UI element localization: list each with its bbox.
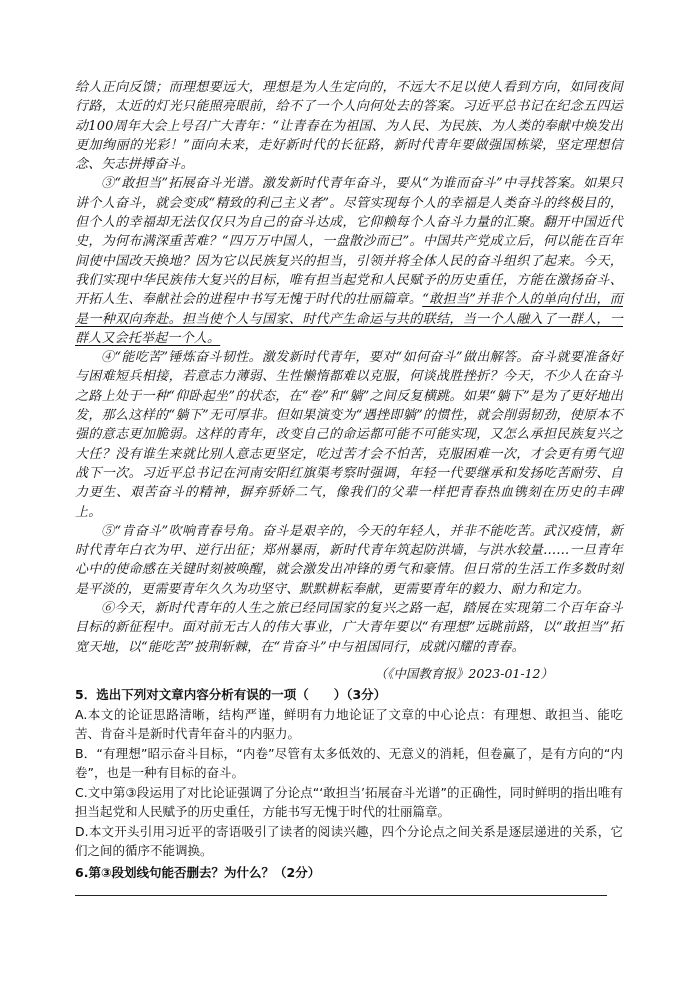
paragraph-3-text: ③“敢担当”拓展奋斗光谱。激发新时代青年奋斗，要从“为谁而奋斗”中寻找答案。如果只讲个人奋斗，就会变成“精致的利己主义者”。尽管实现每个人的幸福是人类奋斗的终极目的，但个人的幸福却无法仅仅只为自己的奋斗达成，它仰赖每个人奋斗力量的汇聚。翻开中国近代史，为何布满深重苦难？“四万万中国人，一盘散沙而已”。中国共产党成立后，何以能在百年间使中国改天换地？因为它以民族复兴的担当，引领并将全体人民的奋斗组织了起来。今天，我们实现中华民族伟大复兴的目标，唯有担当起党和人民赋予的历史重任，方能在激扬奋斗、开拓人生、奉献社会的进程中书写无愧于时代的壮丽篇章。 — [75, 176, 623, 308]
question-5-option-a: A.本文的论证思路清晰，结构严谨，鲜明有力地论证了文章的中心论点：有理想、敢担当、能吃苦、肯奋斗是新时代青年奋斗的内驱力。 — [75, 706, 623, 742]
article-paragraph-6: ⑥今天，新时代青年的人生之旅已经同国家的复兴之路一起，踏展在实现第二个百年奋斗目标的新征程中。面对前无古人的伟大事业，广大青年要以“有理想”远眺前路，以“敢担当”拓宽天地，以“能吃苦”披荆斩棘，在“肯奋斗”中与祖国同行，成就闪耀的青春。 — [75, 601, 623, 655]
question-5-option-d: D.本文开头引用习近平的寄语吸引了读者的阅读兴趣，四个分论点之间关系是逐层递进的关系，它们之间的循序不能调换。 — [75, 823, 623, 859]
question-5-option-c: C.文中第③段运用了对比论证强调了分论点“‘敢担当’拓展奋斗光谱”的正确性，同时鲜明的指出唯有担当起党和人民赋予的历史重任，方能书写无愧于时代的壮丽篇章。 — [75, 784, 623, 820]
document-page — [75, 78, 623, 896]
question-5-stem: 5．选出下列对文章内容分析有误的一项（ ）（3分） — [75, 686, 387, 702]
article-source: （《中国教育报》2023-01-12） — [374, 665, 553, 681]
question-6-stem: 6.第③段划线句能否删去？为什么？（2分） — [75, 864, 321, 880]
article-paragraph-intro: 给人正向反馈；而理想要远大，理想是为人生定向的，不远大不足以使人看到方向，如同夜间行路，太近的灯光只能照亮眼前，给不了一个人向何处去的答案。习近平总书记在纪念五四运动100周年大会上号召广大青年：“让青春在为祖国、为人民、为民族、为人类的奉献中焕发出更加绚丽的光彩！”面向未来，走好新时代的长征路，新时代青年要做强国栋梁，坚定理想信念、矢志拼搏奋斗。 — [75, 80, 623, 173]
article-paragraph-3 — [75, 174, 623, 348]
article-paragraph-4: ④“能吃苦”锤炼奋斗韧性。激发新时代青年，要对“如何奋斗”做出解答。奋斗就要准备好与困难短兵相接，若意志力薄弱、生性懒惰都难以克服，何谈战胜挫折？今天，不少人在奋斗之路上处于一种“仰卧起坐”的状态，在“卷”和“躺”之间反复横跳。如果“躺下”是为了更好地出发，那么这样的“躺下”无可厚非。但如果演变为“遇挫即躺”的惯性，就会削弱韧劲，使原本不强的意志更加脆弱。这样的青年，改变自己的命运都可能不可能实现，又怎么承担民族复兴之大任？没有谁生来就比别人意志更坚定，吃过苦才会不怕苦，克服困难一次，才会更有勇气迎战下一次。习近平总书记在河南安阳红旗渠考察时强调，年轻一代要继承和发扬吃苦耐劳、自力更生、艰苦奋斗的精神，摒弃骄娇二气，像我们的父辈一样把青春热血镌刻在历史的丰碑上。 — [75, 350, 623, 520]
article-paragraph-5: ⑤“肯奋斗”吹响青春号角。奋斗是艰辛的，今天的年轻人，并非不能吃苦。武汉疫情，新时代青年白衣为甲、逆行出征；郑州暴雨，新时代青年筑起防洪墙，与洪水较量……一旦青年心中的使命感在关键时刻被唤醒，就会激发出冲锋的勇气和豪情。但日常的生活工作多数时刻是平淡的，更需要青年久久为功坚守、默默耕耘奉献，更需要青年的毅力、耐力和定力。 — [75, 523, 623, 597]
underlined-sentence: “敢担当”并非个人的单向付出，而是一种双向奔赴。担当使个人与国家、时代产生命运与共的联结，当一个人融入了一群人，一群人又会托举起一个人。 — [75, 292, 623, 346]
answer-line[interactable] — [75, 895, 607, 896]
question-5-option-b: B．“有理想”昭示奋斗目标，“内卷”尽管有太多低效的、无意义的消耗，但卷赢了，是有方向的“内卷”，也是一种有目标的奋斗。 — [75, 745, 623, 781]
